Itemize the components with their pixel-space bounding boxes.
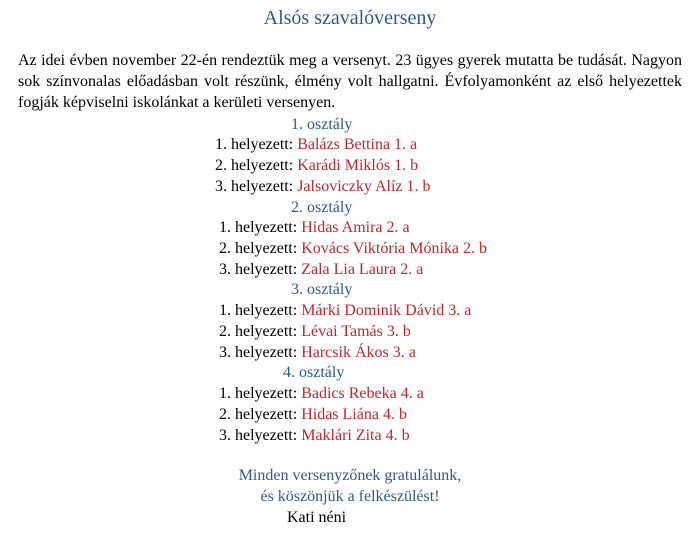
class-heading-4: 4. osztály — [283, 364, 345, 381]
result-row — [219, 384, 424, 404]
place-suffix: helyezett: — [231, 385, 302, 402]
place-suffix: helyezett: — [231, 344, 302, 361]
winner-name: Lévai Tamás 3. b — [301, 323, 411, 340]
place-suffix: helyezett: — [231, 240, 302, 257]
winner-name: Zala Lia Laura 2. a — [301, 261, 424, 278]
result-row — [215, 135, 417, 155]
winner-name: Karádi Miklós 1. b — [297, 157, 419, 174]
winner-name: Kovács Viktória Mónika 2. b — [301, 240, 488, 257]
place-number: 2. — [219, 323, 231, 340]
class-heading-2: 2. osztály — [291, 199, 353, 216]
result-row — [219, 239, 487, 259]
place-suffix: helyezett: — [231, 219, 302, 236]
place-suffix: helyezett: — [231, 323, 302, 340]
place-suffix: helyezett: — [231, 427, 302, 444]
place-number: 2. — [215, 157, 227, 174]
result-row — [219, 260, 423, 280]
result-row — [219, 218, 410, 238]
place-suffix: helyezett: — [231, 261, 302, 278]
result-row — [219, 343, 416, 363]
result-row — [219, 405, 407, 425]
place-suffix: helyezett: — [227, 136, 298, 153]
place-suffix: helyezett: — [227, 157, 298, 174]
closing-line-1: Minden versenyzőnek gratulálunk, — [238, 467, 462, 484]
place-number: 1. — [219, 219, 231, 236]
place-number: 2. — [219, 406, 231, 423]
winner-name: Jalsoviczky Alíz 1. b — [297, 178, 431, 195]
place-suffix: helyezett: — [231, 302, 302, 319]
winner-name: Hidas Liána 4. b — [301, 406, 407, 423]
winner-name: Hidas Amira 2. a — [301, 219, 410, 236]
winner-name: Maklári Zita 4. b — [301, 427, 410, 444]
class-heading-1: 1. osztály — [291, 116, 353, 133]
place-suffix: helyezett: — [231, 406, 302, 423]
winner-name: Márki Dominik Dávid 3. a — [301, 302, 472, 319]
result-row — [219, 426, 410, 446]
signature: Kati néni — [287, 509, 347, 526]
winner-name: Balázs Bettina 1. a — [297, 136, 418, 153]
place-number: 3. — [219, 261, 231, 278]
place-suffix: helyezett: — [227, 178, 298, 195]
intro-paragraph: Az idei évben november 22-én rendeztük meg a versenyt. 23 ügyes gyerek mutatta be tudását. Nagyon sok színvonalas előadásban volt részünk, élmény volt hallgatni. Évfolyamonként az első helyezettek fogják képviselni iskolánkat a kerületi versenyen. — [18, 52, 682, 111]
result-row — [219, 322, 411, 342]
class-heading-3: 3. osztály — [291, 281, 353, 298]
result-row — [219, 301, 471, 321]
winner-name: Harcsik Ákos 3. a — [301, 344, 416, 361]
place-number: 2. — [219, 240, 231, 257]
result-row — [215, 156, 418, 176]
place-number: 3. — [215, 178, 227, 195]
place-number: 3. — [219, 344, 231, 361]
place-number: 1. — [215, 136, 227, 153]
place-number: 3. — [219, 427, 231, 444]
closing-line-2: és köszönjük a felkészülést! — [260, 488, 440, 505]
place-number: 1. — [219, 385, 231, 402]
place-number: 1. — [219, 302, 231, 319]
result-row — [215, 177, 431, 197]
winner-name: Badics Rebeka 4. a — [301, 385, 424, 402]
page-title: Alsós szavalóverseny — [263, 7, 437, 29]
